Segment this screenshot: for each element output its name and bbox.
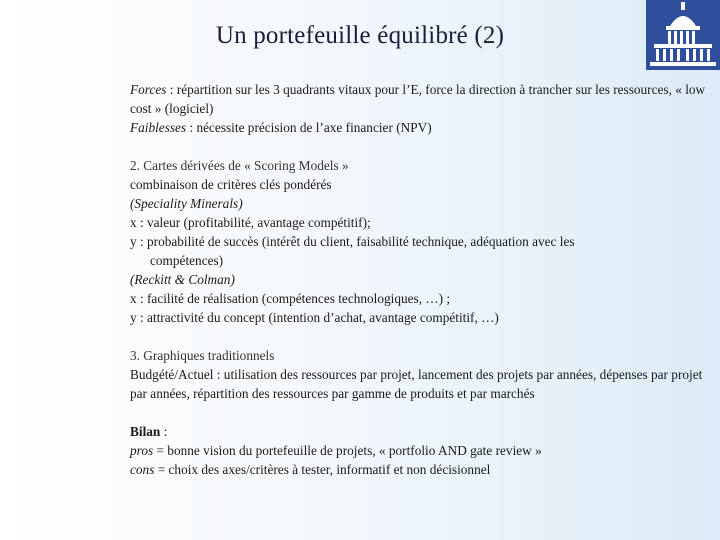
forces-text: : répartition sur les 3 quadrants vitaux pour l’E, force la direction à trancher sur les ressources, « low cost » (logiciel): [130, 82, 706, 116]
section-3-heading: 3. Graphiques traditionnels: [130, 348, 275, 363]
faiblesses-line: [130, 118, 715, 137]
example-2-name: (Reckitt & Colman): [130, 272, 235, 287]
university-building-logo: [646, 0, 720, 70]
slide-body: [130, 80, 715, 479]
faiblesses-text: : nécessite précision de l’axe financier (NPV): [186, 120, 432, 135]
section-3-text: Budgété/Actuel : utilisation des ressources par projet, lancement des projets par années, dépenses par projet par années, répartition des ressources par gamme de produits et par marchés: [130, 367, 703, 401]
section-2-line: combinaison de critères clés pondérés: [130, 177, 332, 192]
cons-line: [130, 460, 715, 479]
example-2-y: y : attractivité du concept (intention d’achat, avantage compétitif, …): [130, 310, 499, 325]
example-1-name: (Speciality Minerals): [130, 196, 243, 211]
section-2-heading: 2. Cartes dérivées de « Scoring Models »: [130, 158, 349, 173]
cons-text: = choix des axes/critères à tester, informatif et non décisionnel: [154, 462, 491, 477]
bilan-label: Bilan: [130, 424, 161, 439]
pros-line: [130, 441, 715, 460]
pros-term: pros: [130, 443, 154, 458]
slide-title: Un portefeuille équilibré (2): [215, 22, 505, 49]
example-1-y-cont: compétences): [150, 253, 224, 268]
cons-term: cons: [130, 462, 155, 477]
forces-term: Forces: [130, 82, 167, 97]
example-2-x: x : facilité de réalisation (compétences technologiques, …) ;: [130, 291, 451, 306]
example-1-y: y : probabilité de succès (intérêt du client, faisabilité technique, adéquation avec les: [130, 234, 575, 249]
example-1-x: x : valeur (profitabilité, avantage compétitif);: [130, 215, 371, 230]
pros-text: = bonne vision du portefeuille de projets, « portfolio AND gate review »: [153, 443, 542, 458]
bilan-line: [130, 422, 715, 441]
forces-line: [130, 80, 715, 118]
faiblesses-term: Faiblesses: [130, 120, 187, 135]
bilan-sep: :: [160, 424, 168, 439]
